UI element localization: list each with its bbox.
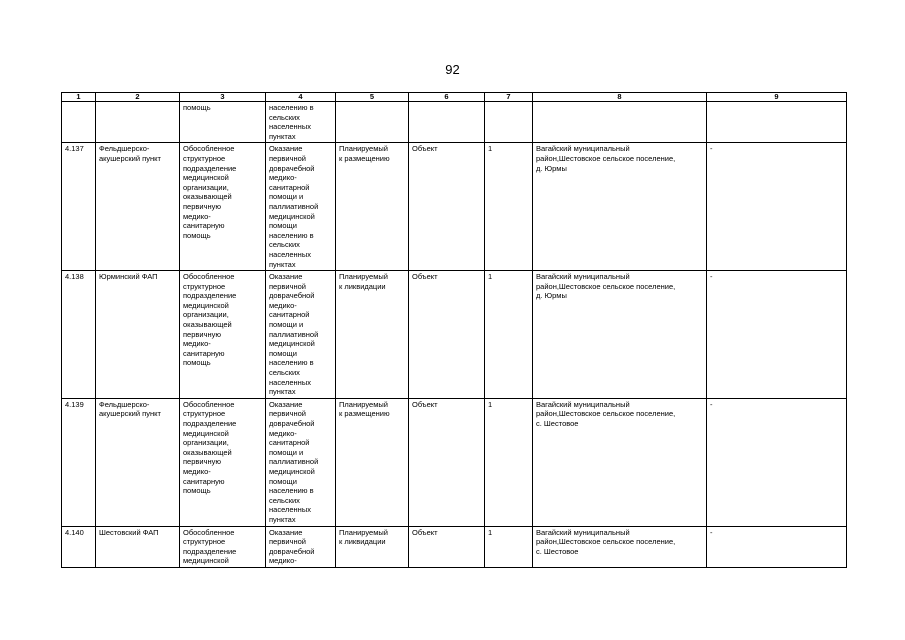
cell-purpose-line: доврачебной [269,419,315,428]
cell-type-line: первичную [183,457,222,467]
cell-name-line: Фельдшерско- [99,144,150,154]
cell-type [180,398,266,526]
cell-name-line: Юрминский ФАП [99,272,158,282]
col-header-8: 8 [533,93,707,102]
cell-purpose-line: населению в [269,230,314,240]
cell-type-line: организации, [183,310,229,320]
cell-type-line: медицинской [183,173,229,183]
cell-type [180,271,266,399]
cell-purpose-line: помощи [269,348,297,358]
cell-purpose-line: помощи [269,221,297,231]
cell-purpose-line: медико- [269,300,297,310]
cell-name [96,398,180,526]
cell-purpose-line: сельских [269,368,300,378]
col-header-5: 5 [336,93,409,102]
cell-kind [409,102,485,143]
cell-purpose-line: медицинской [269,339,315,349]
cell-count [485,102,533,143]
cell-purpose [266,102,336,143]
cell-location [533,526,707,567]
cell-location-line: Вагайский муниципальный [536,144,630,154]
cell-type-line: помощь [183,103,211,112]
cell-location-line: с. Шестовое [536,419,579,428]
cell-kind: Объект [409,143,485,271]
cell-note: - [707,526,847,567]
col-header-2: 2 [96,93,180,102]
cell-type-line: структурное [183,537,226,547]
cell-purpose-line: медико- [269,428,297,438]
cell-location-line: район,Шестовское сельское поселение, [536,153,676,163]
cell-location-line: Вагайский муниципальный [536,272,630,282]
cell-kind: Объект [409,398,485,526]
cell-type-line: медико- [183,211,211,221]
cell-location [533,143,707,271]
table-row [62,143,847,271]
table-row [62,271,847,399]
cell-type-line: структурное [183,281,226,291]
cell-purpose-line: Оказание [269,399,303,409]
cell-type-line: подразделение [183,546,237,556]
cell-purpose-line: паллиативной [269,457,319,467]
cell-purpose-line: Оказание [269,272,303,282]
cell-type-line: подразделение [183,163,237,173]
cell-number: 4.140 [62,526,96,567]
cell-location-line: Вагайский муниципальный [536,527,630,537]
cell-name-line: Шестовский ФАП [99,527,159,537]
cell-purpose-line: пунктах [269,514,296,524]
cell-purpose-line: населению в [269,103,314,112]
cell-type-line: оказывающей [183,447,232,457]
cell-kind: Объект [409,271,485,399]
cell-type-line: медико- [183,339,211,349]
col-header-3: 3 [180,93,266,102]
cell-type-line: санитарную [183,348,225,358]
cell-purpose-line: медико- [269,173,297,183]
cell-purpose-line: медицинской [269,466,315,476]
cell-type-line: медицинской [183,428,229,438]
cell-location-line: район,Шестовское сельское поселение, [536,537,676,547]
cell-name [96,143,180,271]
cell-purpose-line: сельских [269,112,300,122]
table-row [62,526,847,567]
cell-status-line: к размещению [339,409,390,419]
cell-purpose-line: первичной [269,281,306,291]
cell-purpose [266,143,336,271]
cell-count: 1 [485,398,533,526]
cell-purpose-line: медико- [269,556,297,566]
cell-purpose-line: первичной [269,409,306,419]
col-header-9: 9 [707,93,847,102]
col-header-7: 7 [485,93,533,102]
cell-location [533,398,707,526]
cell-status-line: Планируемый [339,399,388,409]
cell-purpose-line: первичной [269,153,306,163]
cell-status-line: Планируемый [339,272,388,282]
cell-purpose-line: населению в [269,486,314,496]
cell-status [336,526,409,567]
cell-kind: Объект [409,526,485,567]
cell-status-line: к размещению [339,153,390,163]
cell-type [180,526,266,567]
cell-type-line: медицинской [183,556,229,566]
cell-note: - [707,398,847,526]
cell-status [336,102,409,143]
col-header-4: 4 [266,93,336,102]
cell-status [336,271,409,399]
cell-purpose-line: санитарной [269,310,310,320]
cell-purpose-line: доврачебной [269,546,315,556]
cell-type-line: медико- [183,466,211,476]
cell-name [96,102,180,143]
cell-status-line: к ликвидации [339,281,386,291]
cell-type-line: структурное [183,409,226,419]
header-row [62,93,847,102]
cell-purpose-line: санитарной [269,438,310,448]
cell-location-line: район,Шестовское сельское поселение, [536,281,676,291]
cell-purpose-line: Оказание [269,527,303,537]
cell-type-line: оказывающей [183,192,232,202]
cell-number: 4.138 [62,271,96,399]
cell-type-line: Обособленное [183,399,235,409]
col-header-6: 6 [409,93,485,102]
cell-location-line: д. Юрмы [536,163,567,173]
cell-count: 1 [485,143,533,271]
cell-count: 1 [485,526,533,567]
cell-purpose-line: населенных [269,249,311,259]
cell-purpose-line: населенных [269,505,311,515]
cell-purpose-line: помощи [269,476,297,486]
cell-status-line: Планируемый [339,144,388,154]
table-row [62,398,847,526]
cell-type [180,143,266,271]
cell-purpose-line: помощи и [269,320,304,330]
cell-purpose-line: населенных [269,377,311,387]
cell-purpose-line: сельских [269,240,300,250]
page-number: 92 [445,62,460,77]
cell-name-line: Фельдшерско- [99,399,150,409]
cell-note: - [707,271,847,399]
cell-type-line: Обособленное [183,144,235,154]
planning-table [61,92,847,568]
cell-purpose-line: сельских [269,495,300,505]
cell-purpose-line: Оказание [269,144,303,154]
cell-purpose-line: населению в [269,358,314,368]
cell-purpose-line: пунктах [269,131,296,141]
cell-note: - [707,143,847,271]
cell-type-line: оказывающей [183,320,232,330]
cell-purpose [266,526,336,567]
cell-name [96,271,180,399]
cell-number: 4.139 [62,398,96,526]
cell-location-line: д. Юрмы [536,291,567,301]
cell-type-line: организации, [183,438,229,448]
cell-status-line: к ликвидации [339,537,386,547]
cell-note [707,102,847,143]
cell-type-line: структурное [183,153,226,163]
cell-purpose-line: доврачебной [269,291,315,301]
cell-name-line: акушерский пункт [99,409,161,419]
table-row [62,102,847,143]
cell-type-line: Обособленное [183,272,235,282]
cell-type-line: помощь [183,230,211,240]
cell-type-line: медицинской [183,300,229,310]
cell-type-line: первичную [183,329,222,339]
cell-type-line: подразделение [183,291,237,301]
cell-location-line: с. Шестовое [536,546,579,556]
cell-type [180,102,266,143]
cell-count: 1 [485,271,533,399]
cell-purpose [266,271,336,399]
cell-purpose-line: пунктах [269,259,296,269]
cell-type-line: санитарную [183,476,225,486]
cell-name [96,526,180,567]
cell-location-line: Вагайский муниципальный [536,399,630,409]
cell-purpose-line: паллиативной [269,329,319,339]
cell-status [336,398,409,526]
cell-purpose-line: первичной [269,537,306,547]
cell-purpose-line: доврачебной [269,163,315,173]
cell-purpose-line: населенных [269,122,311,132]
cell-type-line: помощь [183,358,211,368]
cell-number: 4.137 [62,143,96,271]
col-header-1: 1 [62,93,96,102]
cell-type-line: санитарную [183,221,225,231]
cell-type-line: подразделение [183,419,237,428]
cell-status [336,143,409,271]
cell-purpose-line: санитарной [269,182,310,192]
cell-type-line: Обособленное [183,527,235,537]
cell-location-line: район,Шестовское сельское поселение, [536,409,676,419]
cell-location [533,271,707,399]
cell-number [62,102,96,143]
cell-purpose-line: помощи и [269,192,304,202]
cell-purpose-line: паллиативной [269,201,319,211]
cell-purpose [266,398,336,526]
cell-purpose-line: помощи и [269,447,304,457]
cell-name-line: акушерский пункт [99,153,161,163]
cell-location [533,102,707,143]
cell-purpose-line: пунктах [269,387,296,397]
cell-status-line: Планируемый [339,527,388,537]
cell-type-line: организации, [183,182,229,192]
cell-type-line: помощь [183,486,211,496]
cell-type-line: первичную [183,201,222,211]
cell-purpose-line: медицинской [269,211,315,221]
